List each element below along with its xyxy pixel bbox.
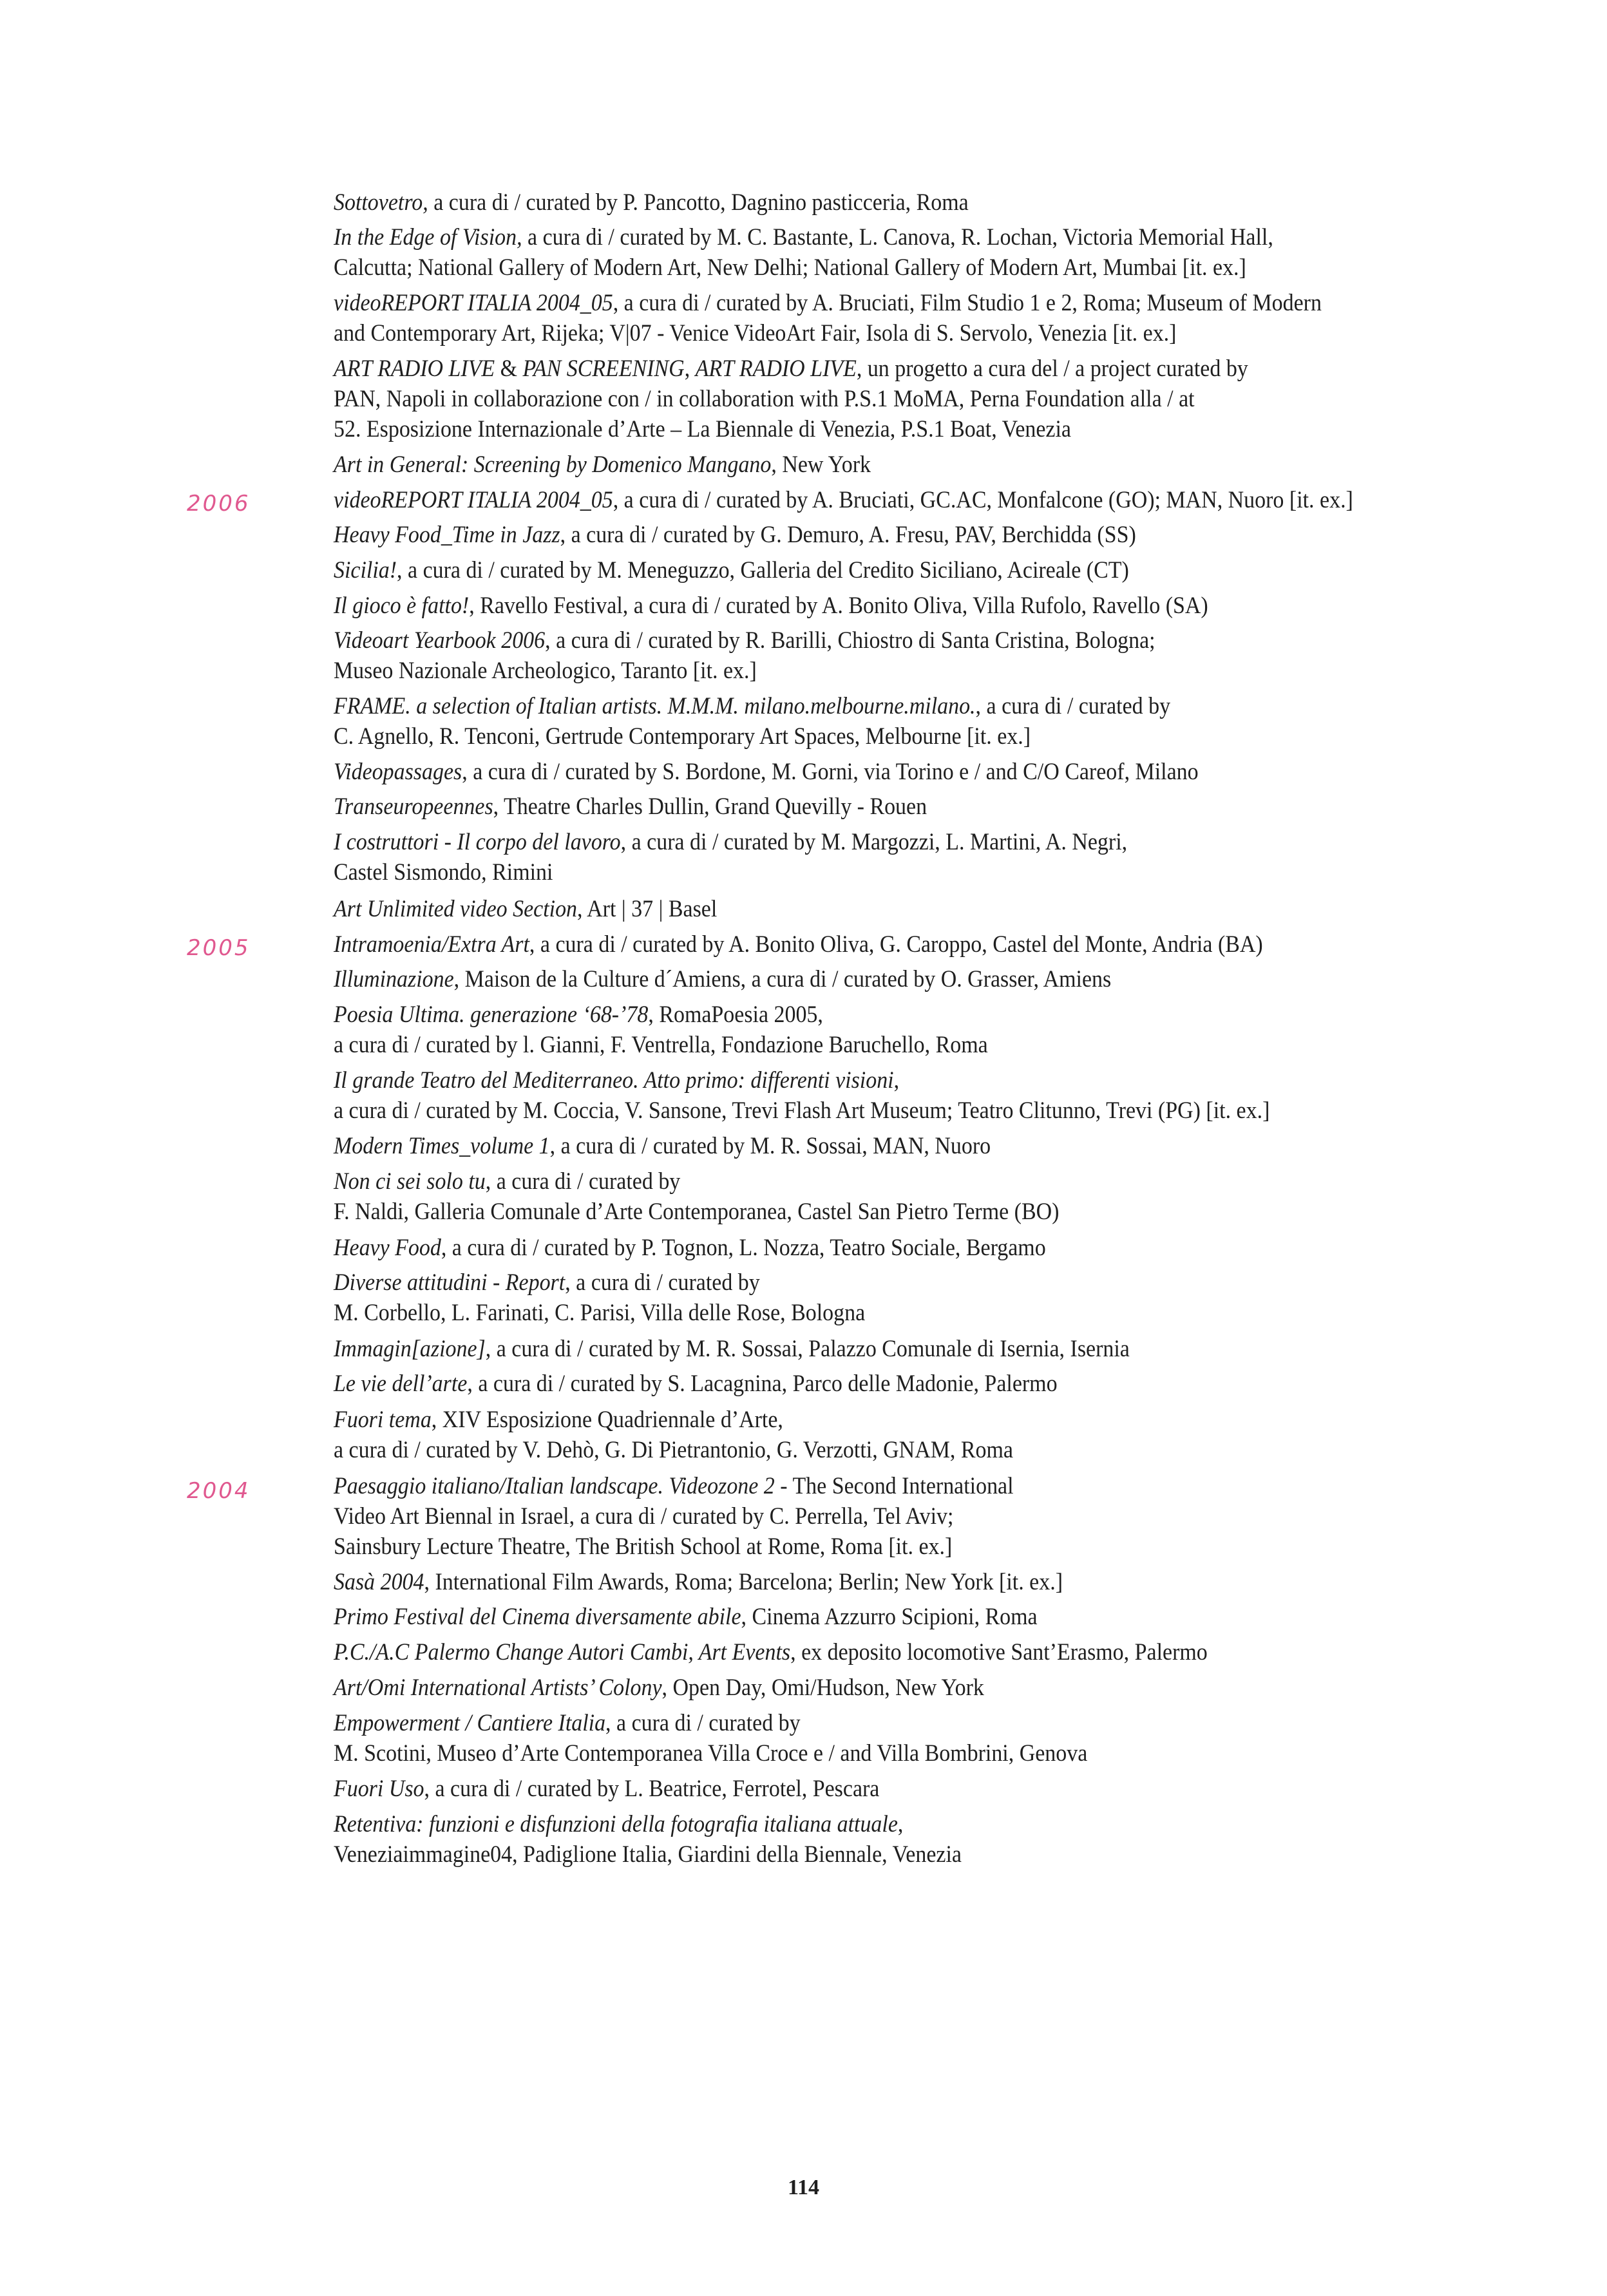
exhibition-title: Illuminazione [334,965,454,992]
entry-line: Intramoenia/Extra Art, a cura di / curated by A. Bonito Oliva, G. Caroppo, Castel del Monte, Andria (BA) [334,931,1263,957]
exhibition-title: Art/Omi International Artists’ Colony [334,1674,662,1700]
exhibition-title: Diverse attitudini - Report [334,1269,566,1295]
entry-line: Museo Nazionale Archeologico, Taranto [it. ex.] [334,657,757,683]
entry-line: Art Unlimited video Section, Art | 37 | Basel [334,895,718,922]
exhibition-entry [334,1368,1472,1398]
exhibition-entry [334,1566,1472,1597]
entry-line: Sicilia!, a cura di / curated by M. Meneguzzo, Galleria del Credito Siciliano, Acireale (CT) [334,556,1129,583]
entry-line: Il gioco è fatto!, Ravello Festival, a cura di / curated by A. Bonito Oliva, Villa Rufolo, Ravello (SA) [334,592,1208,618]
entry-line: PAN, Napoli in collaborazione con / in collaboration with P.S.1 MoMA, Perna Foundation alla / at [334,385,1195,412]
exhibition-entry [334,353,1472,444]
entry-line: Non ci sei solo tu, a cura di / curated by [334,1168,681,1194]
entry-line: F. Naldi, Galleria Comunale d’Arte Contemporanea, Castel San Pietro Terme (BO) [334,1198,1060,1224]
entry-line: Videopassages, a cura di / curated by S. Bordone, M. Gorni, via Torino e / and C/O Careof, Milano [334,758,1199,784]
exhibition-title: Fuori tema [334,1406,432,1432]
entry-line: Retentiva: funzioni e disfunzioni della fotografia italiana attuale, [334,1810,904,1837]
entry-line: Immagin[azione], a cura di / curated by M. R. Sossai, Palazzo Comunale di Isernia, Isernia [334,1335,1130,1361]
exhibition-entry [334,1601,1472,1631]
entry-line: Heavy Food_Time in Jazz, a cura di / curated by G. Demuro, A. Fresu, PAV, Berchidda (SS) [334,521,1136,547]
exhibition-entry [334,1404,1472,1465]
entry-line: Modern Times_volume 1, a cura di / curated by M. R. Sossai, MAN, Nuoro [334,1132,991,1159]
exhibition-title: Heavy Food_Time in Jazz [334,521,560,547]
exhibition-entry [334,893,1472,924]
exhibition-title: videoREPORT ITALIA 2004_05 [334,486,613,513]
exhibition-title: Videopassages [334,758,462,784]
exhibition-title: FRAME. a selection of Italian artists. M.M.M. milano.melbourne.milano. [334,692,976,719]
exhibition-entry [334,963,1472,994]
entry-line: videoREPORT ITALIA 2004_05, a cura di / curated by A. Bruciati, GC.AC, Monfalcone (GO); MAN, Nuoro [it. ex.] [334,486,1353,513]
exhibition-title: Il gioco è fatto! [334,592,470,618]
entry-line: Transeuropeennes, Theatre Charles Dullin, Grand Quevilly - Rouen [334,793,927,819]
exhibition-entry [334,449,1472,479]
exhibition-title: Primo Festival del Cinema diversamente abile [334,1603,741,1629]
exhibition-entry [334,1333,1472,1363]
entry-line: Calcutta; National Gallery of Modern Art, New Delhi; National Gallery of Modern Art, Mumbai [it. ex.] [334,254,1246,280]
entry-line: I costruttori - Il corpo del lavoro, a cura di / curated by M. Margozzi, L. Martini, A. Negri, [334,828,1128,855]
entry-line: Veneziaimmagine04, Padiglione Italia, Giardini della Biennale, Venezia [334,1841,962,1867]
entry-line: ART RADIO LIVE & PAN SCREENING, ART RADIO LIVE, un progetto a cura del / a project curated by [334,355,1248,381]
entry-line: Poesia Ultima. generazione ‘68-’78, RomaPoesia 2005, [334,1001,823,1027]
year-marker-2005: 2005 [187,935,251,961]
entry-line: Sottovetro, a cura di / curated by P. Pancotto, Dagnino pasticceria, Roma [334,189,969,215]
page-number: 114 [787,2176,820,2199]
entry-line: Illuminazione, Maison de la Culture d´Amiens, a cura di / curated by O. Grasser, Amiens [334,965,1112,992]
exhibition-title: Art in General: Screening by Domenico Mangano [334,451,772,477]
entry-line: Heavy Food, a cura di / curated by P. Tognon, L. Nozza, Teatro Sociale, Bergamo [334,1234,1046,1260]
exhibition-title: Sasà 2004 [334,1568,424,1595]
entry-line: M. Corbello, L. Farinati, C. Parisi, Villa delle Rose, Bologna [334,1299,866,1325]
entry-line: Empowerment / Cantiere Italia, a cura di / curated by [334,1709,801,1736]
exhibition-title: Non ci sei solo tu [334,1168,486,1194]
exhibition-title: In the Edge of Vision, [334,223,522,250]
exhibition-title: Heavy Food [334,1234,441,1260]
entry-line: Paesaggio italiano/Italian landscape. Videozone 2 - The Second International [334,1472,1014,1499]
entry-line: Sainsbury Lecture Theatre, The British School at Rome, Roma [it. ex.] [334,1533,953,1559]
exhibition-title: ART RADIO LIVE [334,355,495,381]
exhibition-entry [334,690,1472,751]
exhibition-title: Videoart Yearbook 2006 [334,627,546,653]
entry-line: a cura di / curated by M. Coccia, V. Sansone, Trevi Flash Art Museum; Teatro Clitunno, Trevi (PG) [it. ex.] [334,1097,1270,1123]
exhibition-title: Modern Times_volume 1 [334,1132,550,1159]
exhibition-entry [334,287,1472,348]
entry-line: Castel Sismondo, Rimini [334,859,553,885]
exhibition-entry [334,519,1472,549]
exhibition-title: videoREPORT ITALIA 2004_05 [334,289,613,316]
exhibition-entry [334,1672,1472,1702]
entry-line: Diverse attitudini - Report, a cura di / curated by [334,1269,760,1295]
year-marker-2006: 2006 [187,491,251,517]
entry-line: Fuori tema, XIV Esposizione Quadriennale d’Arte, [334,1406,783,1432]
entry-line: Sasà 2004, International Film Awards, Roma; Barcelona; Berlin; New York [it. ex.] [334,1568,1063,1595]
exhibition-entry [334,1130,1472,1161]
exhibition-entry [334,1808,1472,1869]
exhibition-entry [334,1166,1472,1226]
entry-line: Video Art Biennal in Israel, a cura di / curated by C. Perrella, Tel Aviv; [334,1503,954,1529]
exhibition-title: Sicilia! [334,556,397,583]
exhibition-title: Intramoenia/Extra Art [334,931,529,957]
exhibition-entry [334,1637,1472,1667]
exhibition-entry [334,222,1472,282]
exhibition-entry [334,555,1472,585]
exhibition-entry [334,791,1472,821]
entry-line: a cura di / curated by l. Gianni, F. Ventrella, Fondazione Baruchello, Roma [334,1031,988,1058]
exhibition-title: Il grande Teatro del Mediterraneo. Atto primo: differenti visioni [334,1067,894,1093]
entry-line: Il grande Teatro del Mediterraneo. Atto primo: differenti visioni, [334,1067,900,1093]
entry-line: In the Edge of Vision, a cura di / curated by M. C. Bastante, L. Canova, R. Lochan, Victoria Memorial Hall, [334,223,1273,250]
exhibition-entry [334,929,1472,959]
exhibition-title: Transeuropeennes [334,793,493,819]
exhibition-entry [334,1267,1472,1327]
entry-line: Videoart Yearbook 2006, a cura di / curated by R. Barilli, Chiostro di Santa Cristina, Bologna; [334,627,1155,653]
exhibition-title: Paesaggio italiano/Italian landscape. Videozone 2 [334,1472,775,1499]
exhibition-title: P.C./A.C Palermo Change Autori Cambi, Art Events [334,1638,791,1665]
entry-line: P.C./A.C Palermo Change Autori Cambi, Art Events, ex deposito locomotive Sant’Erasmo, Palermo [334,1638,1208,1665]
exhibition-entry [334,1470,1472,1561]
entry-line: videoREPORT ITALIA 2004_05, a cura di / curated by A. Bruciati, Film Studio 1 e 2, Roma; Museum of Modern [334,289,1322,316]
exhibition-entry [334,484,1472,515]
exhibition-title: I costruttori - Il corpo del lavoro [334,828,621,855]
entry-line: a cura di / curated by V. Dehò, G. Di Pietrantonio, G. Verzotti, GNAM, Roma [334,1436,1013,1463]
entry-line: Le vie dell’arte, a cura di / curated by S. Lacagnina, Parco delle Madonie, Palermo [334,1370,1058,1396]
exhibition-entry [334,1232,1472,1262]
exhibition-title: ART RADIO LIVE [695,355,857,381]
entry-line: M. Scotini, Museo d’Arte Contemporanea Villa Croce e / and Villa Bombrini, Genova [334,1740,1088,1766]
entry-line: Art in General: Screening by Domenico Mangano, New York [334,451,871,477]
exhibition-title: Le vie dell’arte [334,1370,468,1396]
exhibition-title: PAN SCREENING [522,355,685,381]
exhibition-entry [334,1773,1472,1803]
exhibition-entry [334,625,1472,685]
exhibition-entry [334,999,1472,1059]
exhibition-title: Fuori Uso [334,1775,424,1801]
exhibition-entry [334,1707,1472,1768]
entry-line: 52. Esposizione Internazionale d’Arte – La Biennale di Venezia, P.S.1 Boat, Venezia [334,415,1072,442]
year-marker-2004: 2004 [187,1478,251,1504]
exhibition-title: Poesia Ultima. generazione ‘68-’78 [334,1001,649,1027]
entry-line: Art/Omi International Artists’ Colony, Open Day, Omi/Hudson, New York [334,1674,984,1700]
exhibition-entry [334,826,1472,887]
exhibition-entry [334,590,1472,620]
exhibition-title: Art Unlimited video Section [334,895,578,922]
exhibition-title: Sottovetro, [334,189,428,215]
exhibition-entry [334,756,1472,786]
exhibition-title: Retentiva: funzioni e disfunzioni della fotografia italiana attuale [334,1810,898,1837]
exhibition-entry [334,187,1472,217]
entry-line: FRAME. a selection of Italian artists. M.M.M. milano.melbourne.milano., a cura di / curated by [334,692,1171,719]
entry-line: Fuori Uso, a cura di / curated by L. Beatrice, Ferrotel, Pescara [334,1775,880,1801]
exhibition-title: Immagin[azione] [334,1335,486,1361]
entry-line: and Contemporary Art, Rijeka; V|07 - Venice VideoArt Fair, Isola di S. Servolo, Venezia [it. ex.] [334,319,1177,346]
entry-line: C. Agnello, R. Tenconi, Gertrude Contemporary Art Spaces, Melbourne [it. ex.] [334,723,1031,749]
exhibition-title: Empowerment / Cantiere Italia [334,1709,606,1736]
exhibition-entry [334,1065,1472,1125]
entry-line: Primo Festival del Cinema diversamente abile, Cinema Azzurro Scipioni, Roma [334,1603,1038,1629]
